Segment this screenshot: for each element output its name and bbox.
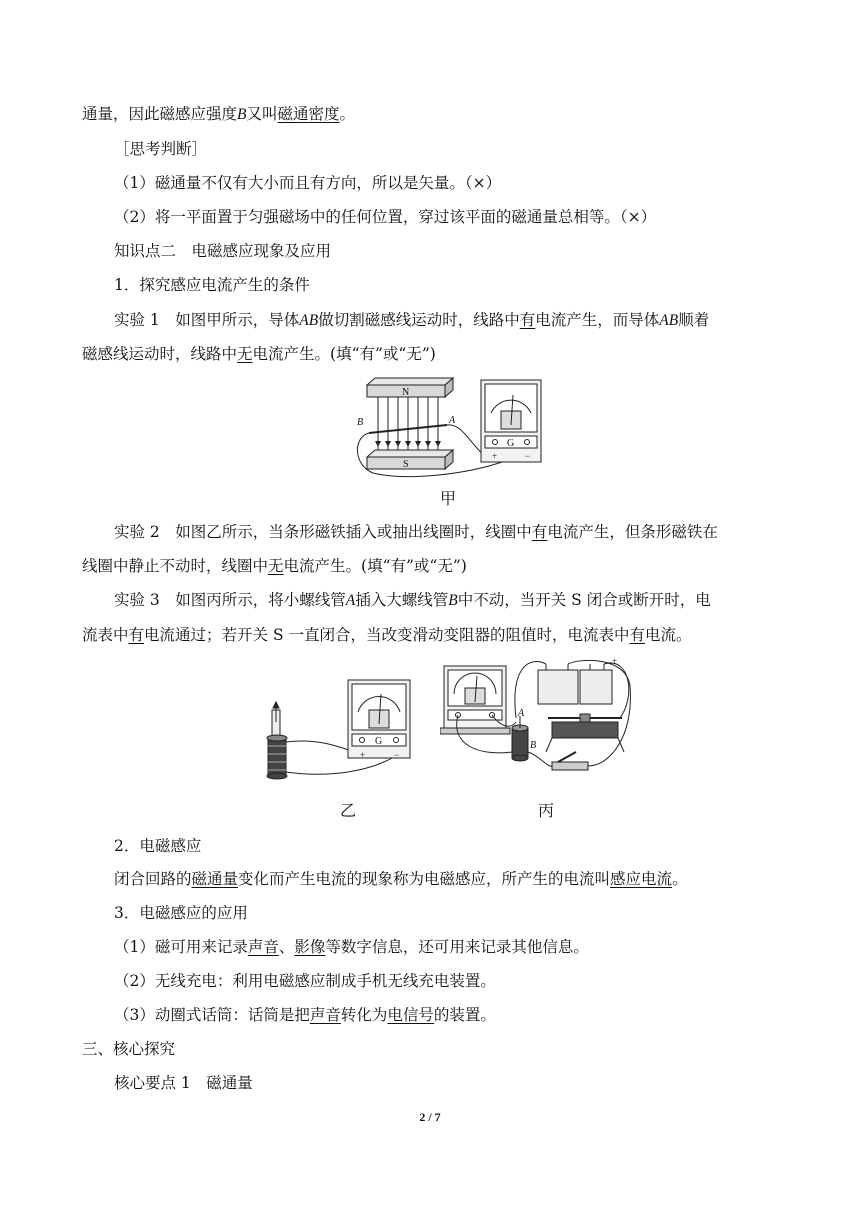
intro-line <box>82 103 355 126</box>
text: （3）动圈式话筒：话筒是把 <box>114 1006 310 1024</box>
label-s: S <box>403 459 409 470</box>
text: 电流产生。(填“有”或“无”) <box>252 345 436 363</box>
kp2-s1: 1．探究感应电流产生的条件 <box>114 276 310 294</box>
text: 。 <box>339 105 356 123</box>
app1-line <box>114 936 589 958</box>
label-plus: + <box>360 750 366 760</box>
symbol-ab: AB <box>659 312 679 329</box>
text: 等数字信息，还可用来记录其他信息。 <box>325 938 589 956</box>
answer-blank: 磁通密度 <box>277 105 340 123</box>
text: 实验 1 如图甲所示，导体 <box>114 311 300 329</box>
answer-blank: 磁通量 <box>191 870 239 888</box>
answer-blank: 声音 <box>309 1006 341 1024</box>
label-minus: − <box>525 451 531 461</box>
text: 实验 2 如图乙所示，当条形磁铁插入或抽出线圈时，线圈中 <box>114 523 532 541</box>
answer-blank: 无 <box>268 557 284 575</box>
text: 磁感线运动时，线路中 <box>82 345 238 363</box>
answer-blank: 有 <box>531 523 548 541</box>
answer-blank: 无 <box>237 345 253 363</box>
text: 电流通过；若开关 S 一直闭合，当改变滑动变阻器的阻值时，电流表中 <box>144 626 630 644</box>
definition-line <box>114 868 688 890</box>
symbol-b: B <box>448 592 458 609</box>
text: 通量，因此磁感应强度 <box>82 105 238 123</box>
text: 电流产生。(填“有”或“无”) <box>283 557 467 575</box>
text: 做切割磁感线运动时，线路中 <box>318 311 520 329</box>
text: 顺着 <box>678 311 710 329</box>
text: 插入大螺线管 <box>355 591 449 609</box>
text: 中不动，当开关 S 闭合或断开时，电 <box>457 591 711 609</box>
symbol-ab: AB <box>299 312 319 329</box>
label-a: A <box>449 415 456 426</box>
label-g: G <box>375 736 383 747</box>
exp3-line1 <box>114 589 711 612</box>
kp2-heading: 知识点二 电磁感应现象及应用 <box>114 242 332 260</box>
label-minus: − <box>394 750 400 760</box>
text: （1）磁可用来记录 <box>114 938 248 956</box>
label-b: B <box>357 417 364 428</box>
answer-blank: 感应电流 <box>610 870 673 888</box>
text: 又叫 <box>246 105 278 123</box>
think-title: ［思考判断］ <box>114 140 208 158</box>
text: 闭合回路的 <box>114 870 192 888</box>
label-plus: + <box>492 451 498 461</box>
kp2-s3: 3．电磁感应的应用 <box>114 904 248 922</box>
label-a: A <box>518 708 525 719</box>
answer-blank: 有 <box>128 626 145 644</box>
core-point-1: 核心要点 1 磁通量 <box>114 1074 253 1092</box>
label-b: B <box>530 740 537 751</box>
answer-blank: 影像 <box>294 938 326 956</box>
think-q1: （1）磁通量不仅有大小而且有方向，所以是矢量。（×） <box>114 174 502 192</box>
caption-yi: 乙 <box>340 801 357 820</box>
exp3-line2 <box>82 624 692 646</box>
app3-line <box>114 1004 496 1026</box>
text: 电流产生，而导体 <box>535 311 660 329</box>
answer-blank: 有 <box>519 311 536 329</box>
label-n: N <box>402 387 410 398</box>
text: 转化为 <box>340 1006 388 1024</box>
exp2-line1 <box>114 521 718 543</box>
kp2-s2: 2．电磁感应 <box>114 837 202 855</box>
label-plus: + <box>612 656 618 666</box>
text: 。 <box>672 870 688 888</box>
text: 、 <box>278 938 295 956</box>
figure-yi <box>258 676 418 781</box>
think-q2: （2）将一平面置于匀强磁场中的任何位置，穿过该平面的磁通量总相等。（×） <box>114 208 657 226</box>
text: 流表中 <box>82 626 129 644</box>
answer-blank: 电信号 <box>387 1006 434 1024</box>
caption-jia: 甲 <box>440 489 457 508</box>
exp2-line2 <box>82 555 467 577</box>
app2-line: （2）无线充电：利用电磁感应制成手机无线充电装置。 <box>114 972 496 990</box>
caption-bing: 丙 <box>538 801 555 820</box>
text: 的装置。 <box>433 1006 496 1024</box>
figure-bing <box>440 656 640 786</box>
section-3-heading: 三、核心探究 <box>82 1040 176 1058</box>
answer-blank: 声音 <box>247 938 279 956</box>
page-number: 2 / 7 <box>419 1110 441 1124</box>
text: 线圈中静止不动时，线圈中 <box>82 557 269 575</box>
figure-jia <box>345 375 545 480</box>
text: 电流产生，但条形磁铁在 <box>547 523 718 541</box>
label-g: G <box>507 438 515 449</box>
exp1-line1 <box>114 309 709 332</box>
text: 电流。 <box>645 626 692 644</box>
symbol-a: A <box>345 592 356 609</box>
exp1-line2 <box>82 343 436 365</box>
text: 变化而产生电流的现象称为电磁感应，所产生的电流叫 <box>238 870 611 888</box>
answer-blank: 有 <box>629 626 646 644</box>
symbol-b: B <box>237 106 247 123</box>
text: 实验 3 如图丙所示，将小螺线管 <box>114 591 346 609</box>
